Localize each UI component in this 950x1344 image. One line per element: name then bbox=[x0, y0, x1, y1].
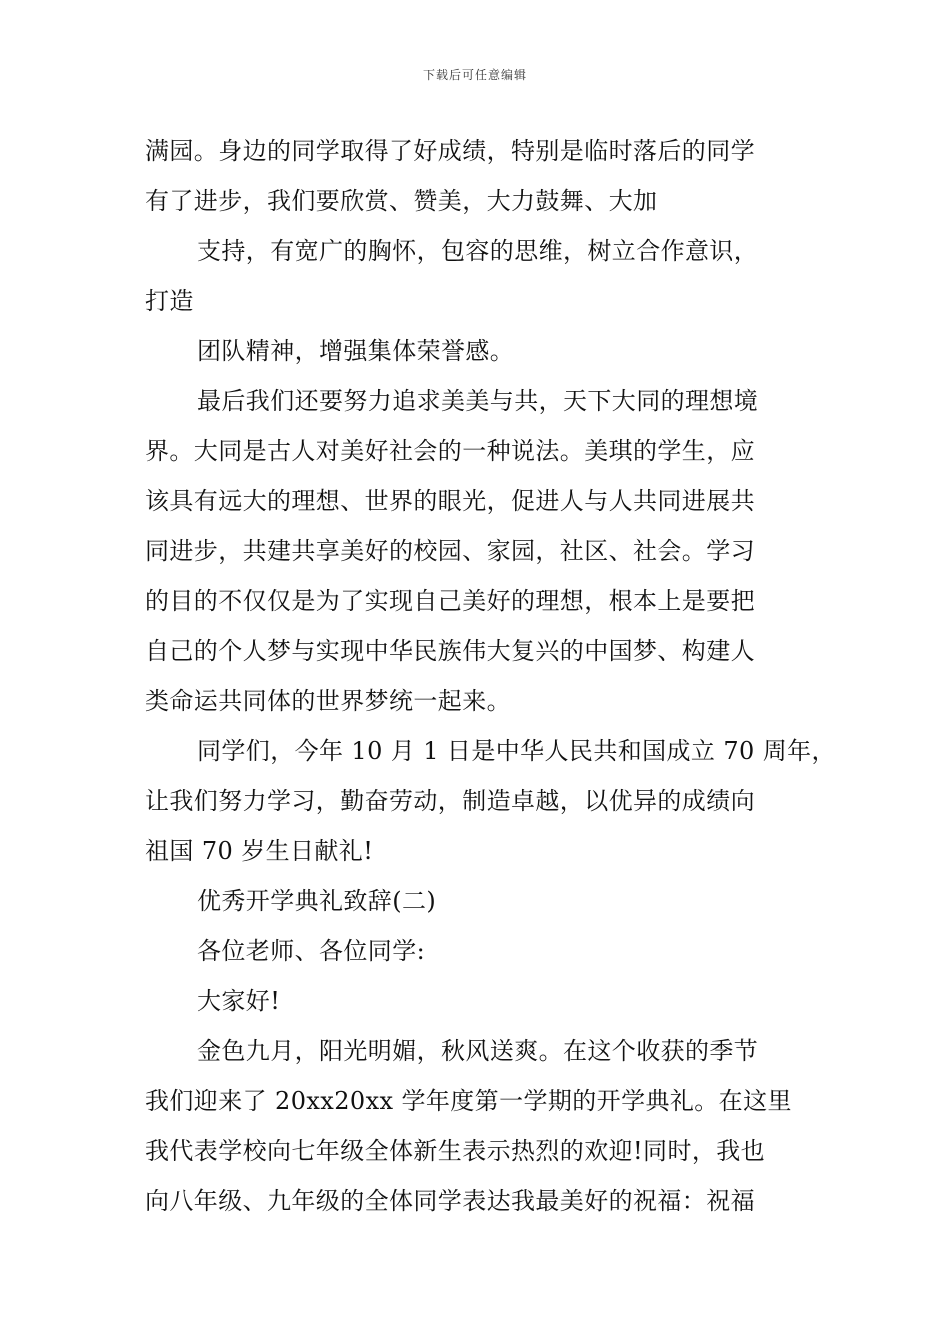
text-line: 向八年级、九年级的全体同学表达我最美好的祝福：祝福 bbox=[145, 1187, 755, 1215]
page-header: 下载后可任意编辑 bbox=[422, 68, 527, 82]
text-line: 同学们，今年 10 月 1 日是中华人民共和国成立 70 周年， bbox=[197, 737, 836, 765]
text-line: 团队精神，增强集体荣誉感。 bbox=[197, 337, 515, 365]
text-line: 界。大同是古人对美好社会的一种说法。美琪的学生，应 bbox=[145, 437, 755, 465]
text-line: 金色九月，阳光明媚，秋风送爽。在这个收获的季节 bbox=[197, 1037, 759, 1065]
text-line: 类命运共同体的世界梦统一起来。 bbox=[145, 687, 511, 715]
text-line: 满园。身边的同学取得了好成绩，特别是临时落后的同学 bbox=[145, 137, 755, 165]
greeting: 大家好! bbox=[197, 987, 281, 1015]
text-line: 我们迎来了 20xx20xx 学年度第一学期的开学典礼。在这里 bbox=[145, 1087, 792, 1115]
salutation: 各位老师、各位同学: bbox=[197, 937, 426, 965]
text-line: 让我们努力学习，勤奋劳动，制造卓越，以优异的成绩向 bbox=[145, 787, 755, 815]
text-line: 祖国 70 岁生日献礼! bbox=[145, 837, 374, 865]
text-line: 支持，有宽广的胸怀，包容的思维，树立合作意识， bbox=[197, 237, 759, 265]
document-body bbox=[145, 126, 836, 1226]
text-line: 的目的不仅仅是为了实现自己美好的理想，根本上是要把 bbox=[145, 587, 755, 615]
text-line: 自己的个人梦与实现中华民族伟大复兴的中国梦、构建人 bbox=[145, 637, 755, 665]
section-heading: 优秀开学典礼致辞(二) bbox=[197, 887, 437, 915]
text-line: 同进步，共建共享美好的校园、家园，社区、社会。学习 bbox=[145, 537, 755, 565]
text-line: 打造 bbox=[145, 287, 194, 315]
text-line: 该具有远大的理想、世界的眼光，促进人与人共同进展共 bbox=[145, 487, 755, 515]
text-line: 有了进步，我们要欣赏、赞美，大力鼓舞、大加 bbox=[145, 187, 658, 215]
text-line: 我代表学校向七年级全体新生表示热烈的欢迎!同时，我也 bbox=[145, 1137, 766, 1165]
text-line: 最后我们还要努力追求美美与共，天下大同的理想境 bbox=[197, 387, 759, 415]
